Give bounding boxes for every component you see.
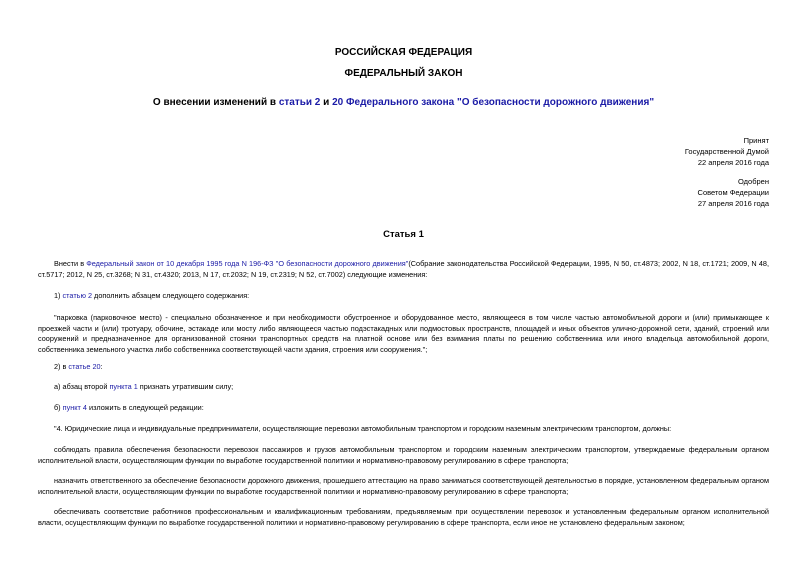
p1-text-post: (Собрание законодательства Российской Федерации, 1995, N 50, ст.4873; 2002, N 18, ст.1721; 2009, N 48, ст.5717; 2012, N 25, ст.3268; N 31, ст.4320; 2013, N 17, ст.2032; N 19, ст.2319; N 52, ст.7002) следующие изменения: [38,259,770,279]
paragraph-point-4: "4. Юридические лица и индивидуальные предприниматели, осуществляющие перевозки автомобильным транспортом и городским наземным электрическим транспортом, должны: [54,424,672,433]
title-link-article-2[interactable]: статьи 2 [278,97,321,108]
adoption-line-2: Государственной Думой [684,147,769,156]
article-title: Статья 1 [383,229,424,240]
p2-text-pre: 1) [54,291,63,300]
p5-text-post: признать утратившим силу; [137,382,234,391]
p6-text-pre: б) [54,403,63,412]
approval-block [698,176,769,209]
title-prefix: О внесении изменений в [152,97,279,108]
p6-text-post: изложить в следующей редакции: [86,403,204,412]
title-mid: и [320,97,333,108]
law-title [0,97,807,108]
p2-text-post: дополнить абзацем следующего содержания: [92,291,250,300]
paragraph-item-2a [38,382,769,393]
point-1-link[interactable]: пункта 1 [109,382,138,391]
point-4-link[interactable]: пункт 4 [62,403,87,412]
paragraph-item-2b [38,403,769,414]
approval-line-2: Советом Федерации [697,188,769,197]
adoption-line-1: Принят [743,136,769,145]
article-20-link[interactable]: статье 20 [68,362,101,371]
p5-text-pre: а) абзац второй [54,382,110,391]
country-heading: РОССИЙСКАЯ ФЕДЕРАЦИЯ [334,47,473,58]
adoption-line-3: 22 апреля 2016 года [697,158,769,167]
paragraph-duty-responsible: назначить ответственного за обеспечение безопасности дорожного движения, прошедшего аттестацию на право заниматься соответствующей деятельностью в порядке, установленном федеральным органом исполнительной власти, осуществляющим функции по выработке государственной политики и нормативно-правовому регулированию в сфере транспорта; [38,476,769,496]
article-2-link[interactable]: статью 2 [62,291,93,300]
paragraph-duty-rules: соблюдать правила обеспечения безопасности перевозок пассажиров и грузов автомобильным транспортом и городским наземным электрическим транспортом, утверждаемые федеральным органом исполнительной власти, осуществляющим функции по выработке государственной политики и нормативно-правовому регулированию в сфере транспорта; [38,445,769,465]
approval-line-1: Одобрен [738,177,769,186]
p4-text-post: : [100,362,103,371]
doc-type-heading: ФЕДЕРАЛЬНЫЙ ЗАКОН [344,68,463,79]
p1-text-pre: Внести в [54,259,87,268]
approval-line-3: 27 апреля 2016 года [697,199,769,208]
paragraph-item-1 [38,291,769,302]
paragraph-duty-staff: обеспечивать соответствие работников профессиональным и квалификационным требованиям, предъявляемым при осуществлении перевозок и установленным федеральным органом исполнительной власти, осуществляющим функции по выработке государственной политики и нормативно-правовому регулированию в сфере транспорта, если иное не установлено федеральным законом; [38,507,769,527]
paragraph-parking-definition: "парковка (парковочное место) - специально обозначенное и при необходимости обустроенное и оборудованное место, являющееся в том числе частью автомобильной дороги и (или) примыкающее к проезжей части и (или) тротуару, обочине, эстакаде или мосту либо являющееся частью подэстакадных или подмостовых пространств, площадей и иных объектов улично-дорожной сети, зданий, строений или сооружений и предназначенное для организованной стоянки транспортных средств на платной основе или без взимания платы по решению собственника или иного владельца автомобильной дороги, собственника земельного участка либо собственника соответствующей части здания, строения или сооружения."; [38,313,769,354]
paragraph-intro [38,259,769,280]
adoption-block [685,135,769,168]
federal-law-link[interactable]: Федеральный закон от 10 декабря 1995 года N 196-ФЗ "О безопасности дорожного движения" [86,259,409,268]
p4-text-pre: 2) в [54,362,69,371]
paragraph-item-2 [38,362,769,373]
title-link-article-20[interactable]: 20 Федерального закона "О безопасности дорожного движения" [332,97,655,108]
